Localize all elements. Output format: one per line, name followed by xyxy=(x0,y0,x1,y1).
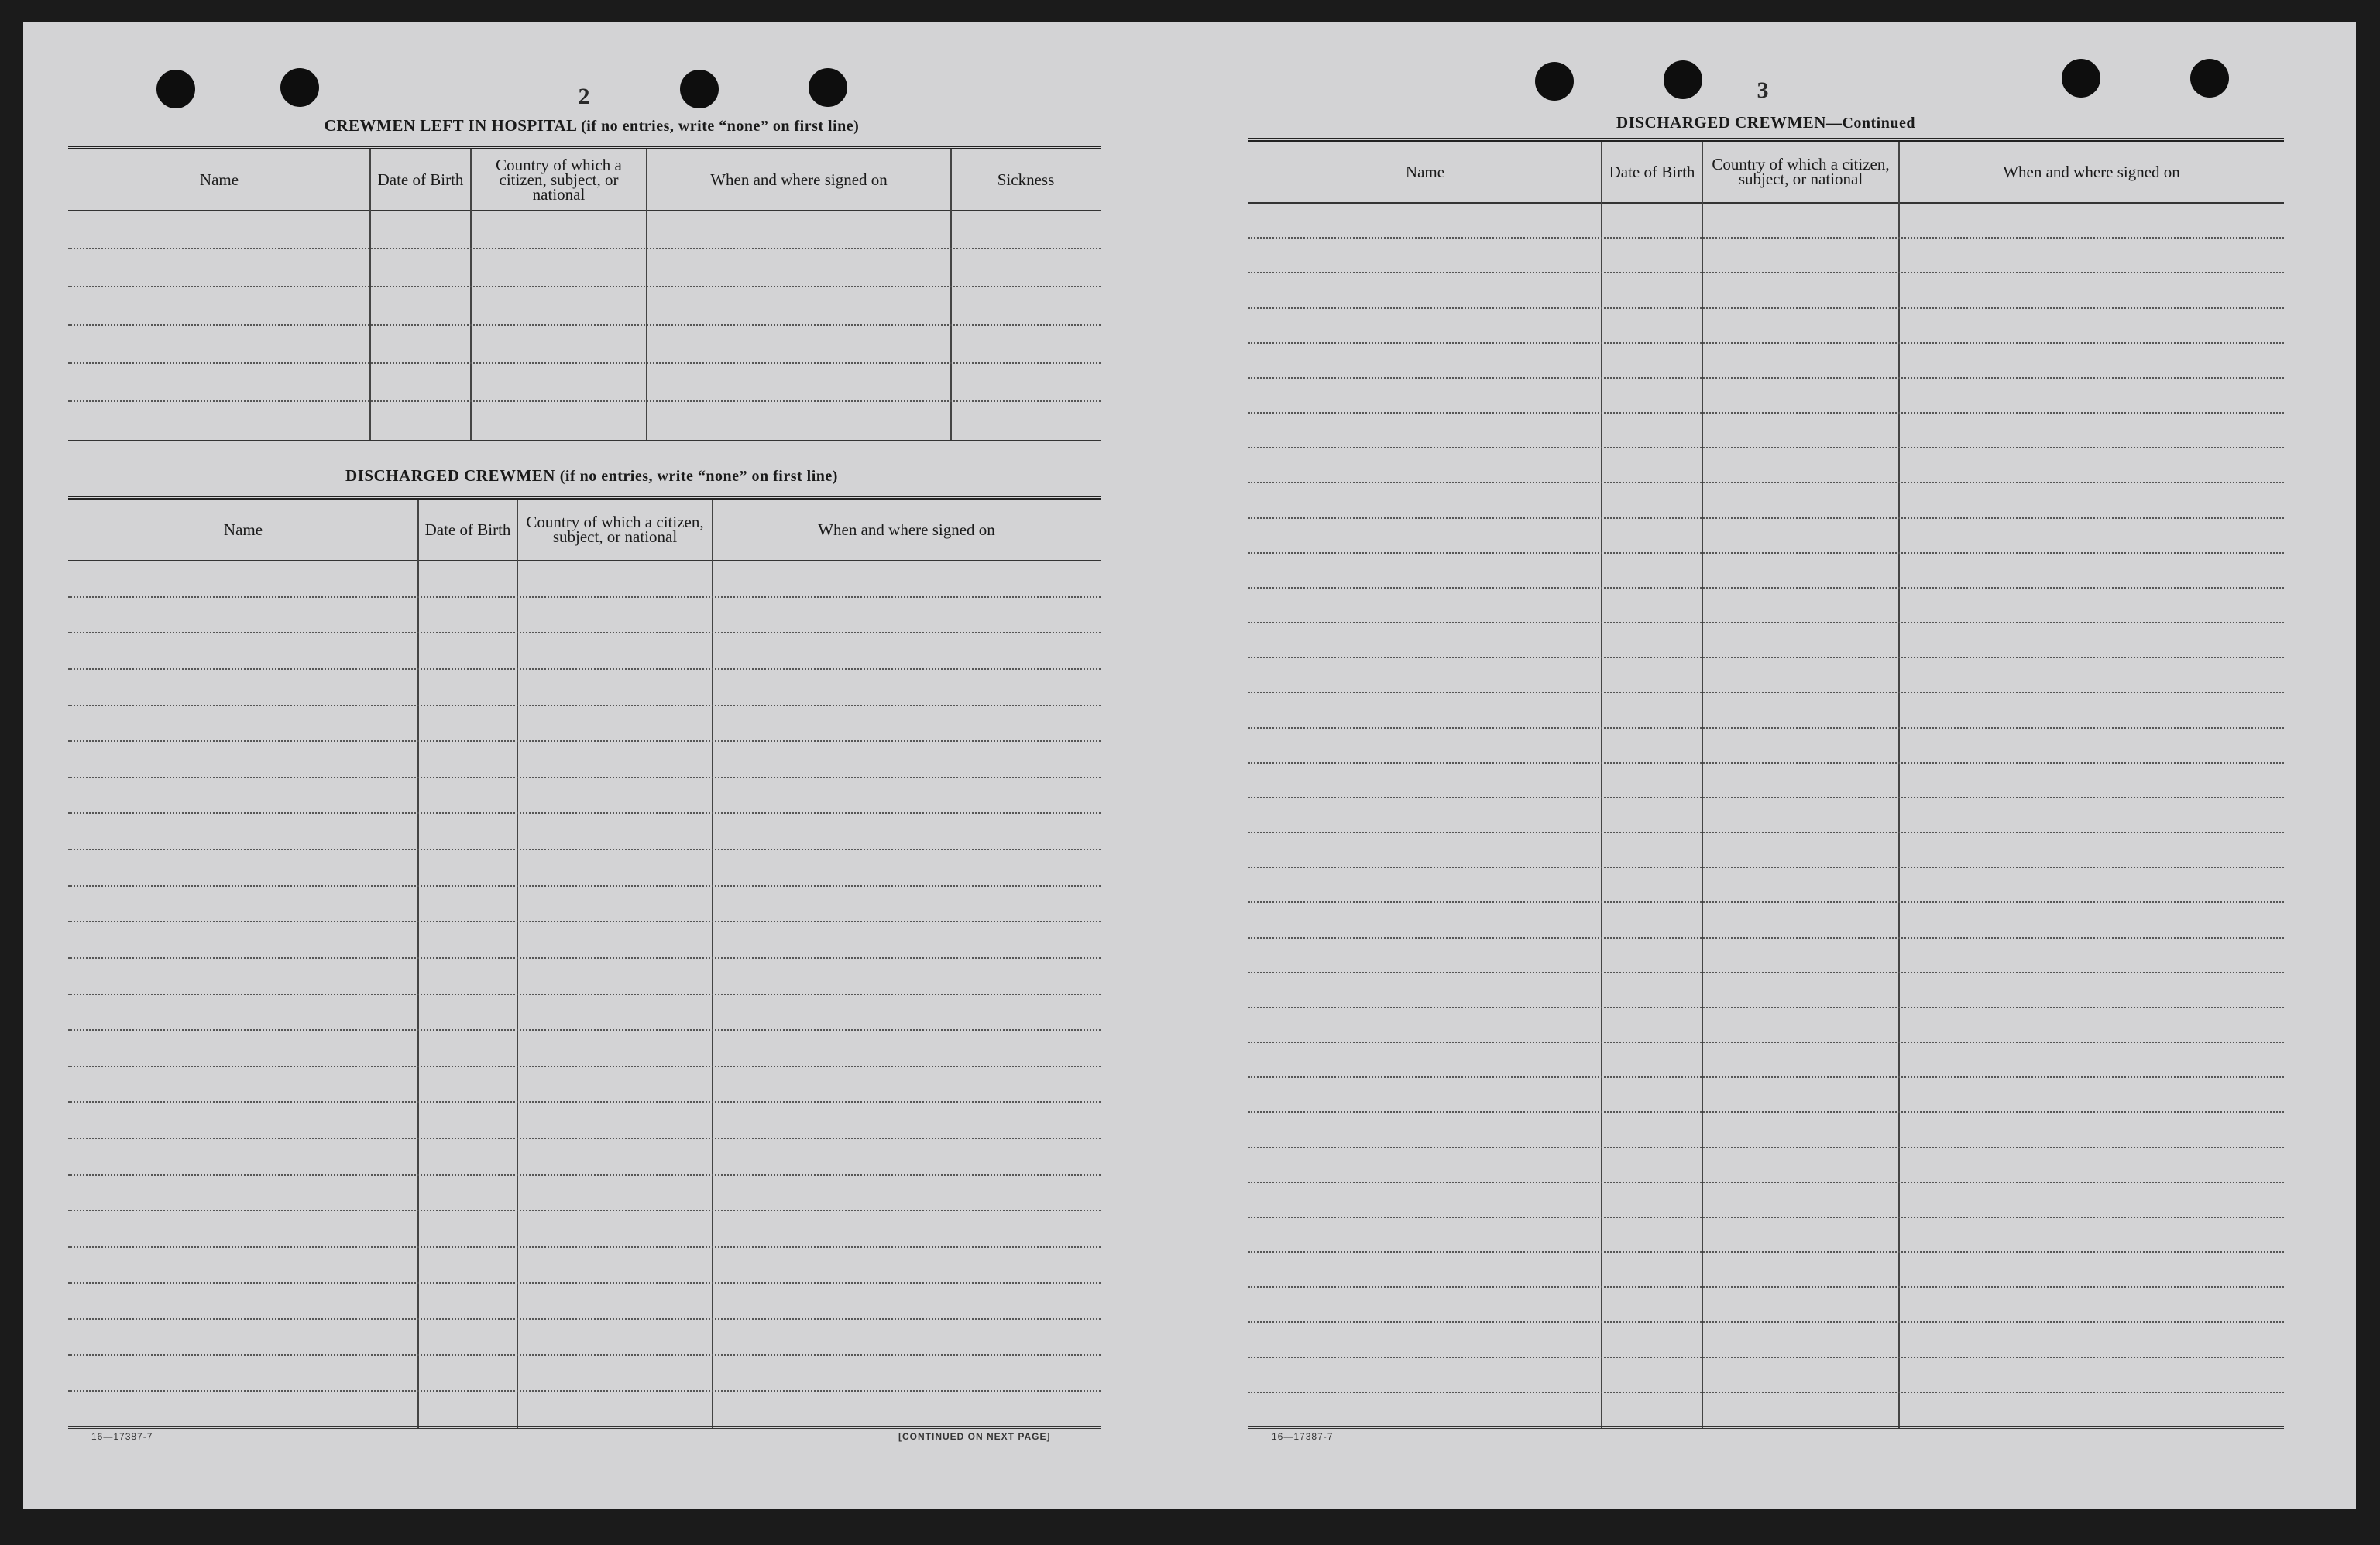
entry-line[interactable] xyxy=(1248,901,2284,903)
discharged-title-text: DISCHARGED CREWMEN xyxy=(345,466,555,485)
entry-line[interactable] xyxy=(1248,447,2284,448)
entry-line[interactable] xyxy=(1248,1147,2284,1148)
entry-line[interactable] xyxy=(1248,622,2284,623)
punch-hole xyxy=(2190,59,2229,98)
entry-line[interactable] xyxy=(68,668,1101,670)
entry-line[interactable] xyxy=(1248,762,2284,764)
hospital-section-title xyxy=(325,116,860,136)
continued-note: [CONTINUED ON NEXT PAGE] xyxy=(898,1431,1051,1442)
entry-line[interactable] xyxy=(1248,1251,2284,1253)
form-number-right: 16—17387-7 xyxy=(1272,1431,1334,1442)
discharged-title-note: (if no entries, write “none” on first line) xyxy=(559,468,838,485)
column-divider xyxy=(712,500,713,1429)
entry-line[interactable] xyxy=(68,632,1101,633)
entry-line[interactable] xyxy=(68,1318,1101,1320)
table-header xyxy=(1248,142,2284,204)
entry-line[interactable] xyxy=(1248,482,2284,483)
form-sheet xyxy=(23,22,2356,1509)
discharged-section-title xyxy=(345,466,838,486)
entry-line[interactable] xyxy=(1248,377,2284,379)
column-divider xyxy=(950,149,952,441)
entry-line[interactable] xyxy=(1248,237,2284,239)
entry-line[interactable] xyxy=(1248,727,2284,729)
entry-line[interactable] xyxy=(1248,1357,2284,1358)
hospital-table xyxy=(68,146,1101,441)
column-divider xyxy=(417,500,419,1429)
entry-line[interactable] xyxy=(1248,1076,2284,1078)
entry-line[interactable] xyxy=(1248,657,2284,658)
entry-line[interactable] xyxy=(1248,1217,2284,1218)
entry-line[interactable] xyxy=(68,1101,1101,1103)
punch-hole xyxy=(2062,59,2100,98)
entry-line[interactable] xyxy=(1248,272,2284,273)
table-bottom-rule xyxy=(68,438,1101,441)
entry-line[interactable] xyxy=(68,1282,1101,1284)
punch-hole xyxy=(280,68,319,107)
column-divider xyxy=(470,149,472,441)
column-header: Country of which a citizen, subject, or national xyxy=(1712,155,1890,188)
column-divider xyxy=(517,500,518,1429)
entry-line[interactable] xyxy=(68,1210,1101,1211)
punch-hole xyxy=(680,70,719,108)
entry-line[interactable] xyxy=(1248,1182,2284,1183)
entry-line[interactable] xyxy=(68,885,1101,887)
form-number-left: 16—17387-7 xyxy=(91,1431,153,1442)
discharged-continued-title xyxy=(1616,113,1915,132)
entry-line[interactable] xyxy=(1248,1392,2284,1393)
entry-line[interactable] xyxy=(68,286,1101,287)
entry-line[interactable] xyxy=(68,248,1101,249)
page-number-right: 3 xyxy=(1757,77,1769,103)
entry-line[interactable] xyxy=(68,1029,1101,1031)
column-header: Date of Birth xyxy=(377,170,464,189)
table-header xyxy=(68,500,1101,561)
entry-line[interactable] xyxy=(1248,1042,2284,1043)
entry-line[interactable] xyxy=(1248,937,2284,939)
table-bottom-rule xyxy=(68,1426,1101,1429)
entry-line[interactable] xyxy=(1248,587,2284,589)
entry-line[interactable] xyxy=(68,777,1101,778)
column-header: When and where signed on xyxy=(818,520,995,539)
entry-line[interactable] xyxy=(68,1138,1101,1139)
column-header: When and where signed on xyxy=(2003,162,2180,181)
table-header xyxy=(68,149,1101,211)
entry-line[interactable] xyxy=(1248,1007,2284,1008)
entry-line[interactable] xyxy=(1248,412,2284,414)
hospital-title-text: CREWMEN LEFT IN HOSPITAL xyxy=(324,116,577,135)
column-header: Name xyxy=(1405,162,1445,181)
column-header: When and where signed on xyxy=(710,170,888,189)
entry-line[interactable] xyxy=(1248,972,2284,973)
entry-line[interactable] xyxy=(68,921,1101,922)
column-header: Country of which a citizen, subject, or national xyxy=(526,513,704,546)
discharged-table xyxy=(68,496,1101,1429)
entry-line[interactable] xyxy=(68,400,1101,402)
entry-line[interactable] xyxy=(1248,1321,2284,1323)
punch-hole xyxy=(156,70,195,108)
entry-line[interactable] xyxy=(1248,517,2284,519)
column-divider xyxy=(1898,142,1900,1429)
entry-line[interactable] xyxy=(1248,1111,2284,1113)
discharged-continued-table xyxy=(1248,138,2284,1429)
entry-line[interactable] xyxy=(68,1174,1101,1176)
column-header: Date of Birth xyxy=(1609,162,1695,181)
entry-line[interactable] xyxy=(1248,832,2284,833)
punch-hole xyxy=(809,68,847,107)
page-number-left: 2 xyxy=(578,84,590,109)
entry-line[interactable] xyxy=(1248,307,2284,309)
entry-line[interactable] xyxy=(68,1246,1101,1248)
entry-line[interactable] xyxy=(1248,692,2284,693)
entry-line[interactable] xyxy=(68,1354,1101,1356)
hospital-title-note: (if no entries, write “none” on first line) xyxy=(581,118,860,135)
entry-line[interactable] xyxy=(1248,342,2284,344)
entry-line[interactable] xyxy=(68,812,1101,814)
column-header: Name xyxy=(223,520,263,539)
column-header: Name xyxy=(199,170,239,189)
column-divider xyxy=(646,149,647,441)
column-divider xyxy=(1601,142,1602,1429)
entry-line[interactable] xyxy=(68,705,1101,706)
entry-line[interactable] xyxy=(68,1066,1101,1067)
table-bottom-rule xyxy=(1248,1426,2284,1429)
entry-line[interactable] xyxy=(68,1390,1101,1392)
entry-line[interactable] xyxy=(68,994,1101,995)
entry-line[interactable] xyxy=(68,596,1101,598)
entry-line[interactable] xyxy=(1248,552,2284,554)
discharged-continued-title-text: DISCHARGED CREWMEN xyxy=(1616,113,1826,132)
column-divider xyxy=(369,149,371,441)
column-divider xyxy=(1702,142,1703,1429)
entry-line[interactable] xyxy=(1248,1286,2284,1288)
entry-line[interactable] xyxy=(68,362,1101,364)
punch-hole xyxy=(1664,60,1702,99)
column-header: Date of Birth xyxy=(424,520,511,539)
entry-line[interactable] xyxy=(1248,797,2284,798)
entry-line[interactable] xyxy=(1248,867,2284,868)
entry-line[interactable] xyxy=(68,324,1101,326)
column-header: Sickness xyxy=(997,170,1055,189)
discharged-continued-suffix: —Continued xyxy=(1825,115,1915,132)
column-header: Country of which a citizen, subject, or national xyxy=(496,155,622,204)
entry-line[interactable] xyxy=(68,849,1101,850)
entry-line[interactable] xyxy=(68,957,1101,959)
entry-line[interactable] xyxy=(68,740,1101,742)
punch-hole xyxy=(1535,62,1574,101)
